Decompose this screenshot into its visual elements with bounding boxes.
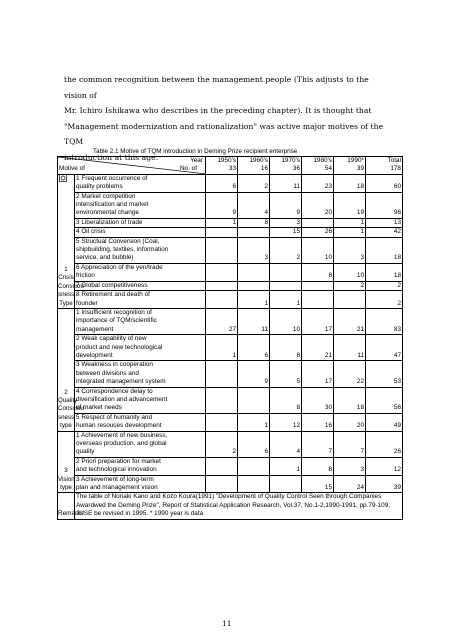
motive-description: 2 Weak capability of new product and new technological development — [75, 335, 206, 361]
count-cell: 3 — [238, 237, 270, 263]
year-label: Year — [190, 157, 203, 164]
count-cell: 20 — [334, 413, 366, 431]
table-row — [58, 457, 403, 475]
count-cell: 1 — [206, 218, 238, 227]
diagonal-header-cell — [58, 157, 206, 175]
table-row — [58, 361, 403, 387]
count-cell: 49 — [366, 413, 403, 431]
intro-line: the common recognition between the management people (This adjusts to the vision of — [64, 75, 369, 100]
count-cell: 1 — [238, 291, 270, 309]
count-cell: 3 — [334, 237, 366, 263]
table-row — [58, 387, 403, 413]
count-cell: 8 — [270, 335, 302, 361]
count-cell: 21 — [302, 335, 334, 361]
table-row — [58, 218, 403, 227]
count-cell: 6 — [206, 174, 238, 192]
count-cell: 10 — [334, 263, 366, 281]
count-cell — [270, 263, 302, 281]
count-cell: 15 — [270, 228, 302, 237]
count-cell: 42 — [366, 228, 403, 237]
table-row — [58, 228, 403, 237]
count-cell: 13 — [366, 218, 403, 227]
page-number: 11 — [222, 619, 232, 628]
count-cell: 6 — [238, 335, 270, 361]
count-cell: 3 — [334, 457, 366, 475]
count-cell: 83 — [366, 308, 403, 334]
count-cell: 24 — [334, 475, 366, 493]
count-cell: 9 — [206, 192, 238, 218]
count-cell — [206, 263, 238, 281]
table-row — [58, 237, 403, 263]
document-icon — [59, 174, 67, 185]
count-cell — [334, 291, 366, 309]
motive-description: 7 Global competitiveness — [75, 281, 206, 290]
count-cell: 22 — [334, 361, 366, 387]
motive-description: 2 Priori preparation for market and technological innovation — [75, 457, 206, 475]
motive-table — [57, 156, 403, 520]
count-cell: 6 — [238, 431, 270, 457]
count-cell: 17 — [302, 361, 334, 387]
remarks-row — [58, 493, 403, 519]
count-cell: 27 — [206, 308, 238, 334]
count-cell — [206, 387, 238, 413]
count-cell: 12 — [270, 413, 302, 431]
count-cell: 30 — [302, 387, 334, 413]
count-cell: 53 — [366, 361, 403, 387]
table-row — [58, 263, 403, 281]
motive-description: 1 Insufficient recognition of importance of TQM/scientific management — [75, 308, 206, 334]
count-cell: 23 — [302, 174, 334, 192]
motive-description: 3 Liberalization of trade — [75, 218, 206, 227]
count-cell: 1 — [334, 218, 366, 227]
count-cell: 21 — [334, 308, 366, 334]
count-cell — [206, 413, 238, 431]
count-cell: 11 — [334, 335, 366, 361]
count-cell — [302, 281, 334, 290]
table-caption: Table 2.1 Motive of TQM introduction in Deming Prize recipient enterprise — [93, 148, 298, 155]
count-cell: 5 — [270, 361, 302, 387]
motive-description: 8 Retirement and death of founder — [75, 291, 206, 309]
count-cell: 1 — [334, 228, 366, 237]
count-cell: 2 — [366, 281, 403, 290]
motive-label: Motive of — [59, 165, 85, 172]
col-header: 1990* 39 — [334, 157, 366, 175]
count-cell: 17 — [302, 308, 334, 334]
motive-description: 4 Oil crisis — [75, 228, 206, 237]
count-cell: 4 — [270, 431, 302, 457]
col-header: 1950's 33 — [206, 157, 238, 175]
table-row — [58, 281, 403, 290]
intro-line: introduction at this age. — [64, 152, 159, 162]
motive-description: 1 Achievement of new business, overseas production, and global quality — [75, 431, 206, 457]
count-cell: 1 — [270, 457, 302, 475]
table-row — [58, 413, 403, 431]
count-cell: 19 — [334, 192, 366, 218]
count-cell — [206, 457, 238, 475]
count-cell: 18 — [366, 263, 403, 281]
count-cell — [206, 237, 238, 263]
count-cell: 2 — [270, 237, 302, 263]
motive-description: 5 Structual Conversion (Coal, shipbuilding, textiles, information service, and bubble) — [75, 237, 206, 263]
table-row — [58, 174, 403, 192]
count-cell: 96 — [366, 192, 403, 218]
count-cell: 12 — [366, 457, 403, 475]
count-cell: 8 — [302, 457, 334, 475]
count-cell: 26 — [366, 431, 403, 457]
motive-description: 3 Weakness in cooperation between divisions and integrated management system — [75, 361, 206, 387]
col-header: 1960's 16 — [238, 157, 270, 175]
count-cell: 11 — [270, 174, 302, 192]
count-cell — [238, 387, 270, 413]
category-cell: 3 Vision type — [58, 431, 75, 493]
motive-description: 4 Correspondence delay to diversification and advancement of market needs — [75, 387, 206, 413]
table-row — [58, 291, 403, 309]
header-row — [58, 157, 403, 175]
count-cell — [270, 281, 302, 290]
count-cell: 9 — [238, 361, 270, 387]
motive-description: 1 Frequent occurrence of quality problems — [75, 174, 206, 192]
col-header: 1970's 36 — [270, 157, 302, 175]
count-cell — [206, 291, 238, 309]
count-cell: 1 — [206, 335, 238, 361]
count-cell: 60 — [366, 174, 403, 192]
number-label: No. of — [179, 165, 197, 172]
count-cell: 18 — [334, 174, 366, 192]
count-cell — [206, 281, 238, 290]
count-cell: 20 — [302, 192, 334, 218]
count-cell: 18 — [366, 237, 403, 263]
count-cell — [238, 281, 270, 290]
count-cell: 8 — [302, 263, 334, 281]
motive-description: 3 Achievement of long-term plan and management vision — [75, 475, 206, 493]
count-cell: 56 — [366, 387, 403, 413]
table-row — [58, 431, 403, 457]
count-cell — [302, 218, 334, 227]
count-cell: 2 — [366, 291, 403, 309]
col-header: 1980's 54 — [302, 157, 334, 175]
count-cell: 2 — [334, 281, 366, 290]
count-cell — [238, 475, 270, 493]
count-cell: 7 — [302, 431, 334, 457]
remarks-label: Remarks — [58, 493, 75, 519]
count-cell — [302, 291, 334, 309]
count-cell: 7 — [334, 431, 366, 457]
count-cell: 15 — [302, 475, 334, 493]
table-row — [58, 335, 403, 361]
count-cell — [270, 475, 302, 493]
category-cell: 1 Crisis Consciou sness Type — [58, 174, 75, 308]
table-row — [58, 475, 403, 493]
motive-description: 2 Market competition intensification and market environmental change — [75, 192, 206, 218]
count-cell: 2 — [238, 174, 270, 192]
count-cell: 11 — [238, 308, 270, 334]
count-cell: 2 — [206, 431, 238, 457]
remarks-text: The table of Noriaki Kano and Kozo Koura(1991) "Development of Quality Control Seen through Companies Awardwed the Deming Prize", Report of Statistical Application Research, Vol.37, No.1-2,1990-1991, pp.79-109, JUSE be revised in 1995. * 1990 year is data — [75, 493, 403, 519]
count-cell — [206, 475, 238, 493]
count-cell: 26 — [302, 228, 334, 237]
count-cell: 3 — [270, 218, 302, 227]
count-cell: 10 — [270, 308, 302, 334]
count-cell: 10 — [302, 237, 334, 263]
count-cell — [238, 228, 270, 237]
motive-description: 5 Respect of humanity and human resouces development — [75, 413, 206, 431]
count-cell: 9 — [270, 192, 302, 218]
count-cell: 8 — [270, 387, 302, 413]
intro-line: "Management modernization and rationalization" was active major motives of the TQM — [64, 121, 384, 147]
count-cell — [238, 457, 270, 475]
col-header: Total 178 — [366, 157, 403, 175]
intro-line: Mr. Ichiro Ishikawa who describes in the preceding chapter). It is thought that — [64, 106, 372, 116]
table-row — [58, 308, 403, 334]
count-cell: 4 — [238, 192, 270, 218]
count-cell: 47 — [366, 335, 403, 361]
table-row — [58, 192, 403, 218]
count-cell: 16 — [302, 413, 334, 431]
count-cell — [238, 263, 270, 281]
category-cell: 2 Quality Consciou sness type — [58, 308, 75, 431]
count-cell — [206, 228, 238, 237]
count-cell: 18 — [334, 387, 366, 413]
motive-description: 6 Appreciation of the yen/trade friction — [75, 263, 206, 281]
count-cell: 1 — [238, 413, 270, 431]
count-cell: 1 — [270, 291, 302, 309]
count-cell — [206, 361, 238, 387]
count-cell: 39 — [366, 475, 403, 493]
count-cell: 8 — [238, 218, 270, 227]
